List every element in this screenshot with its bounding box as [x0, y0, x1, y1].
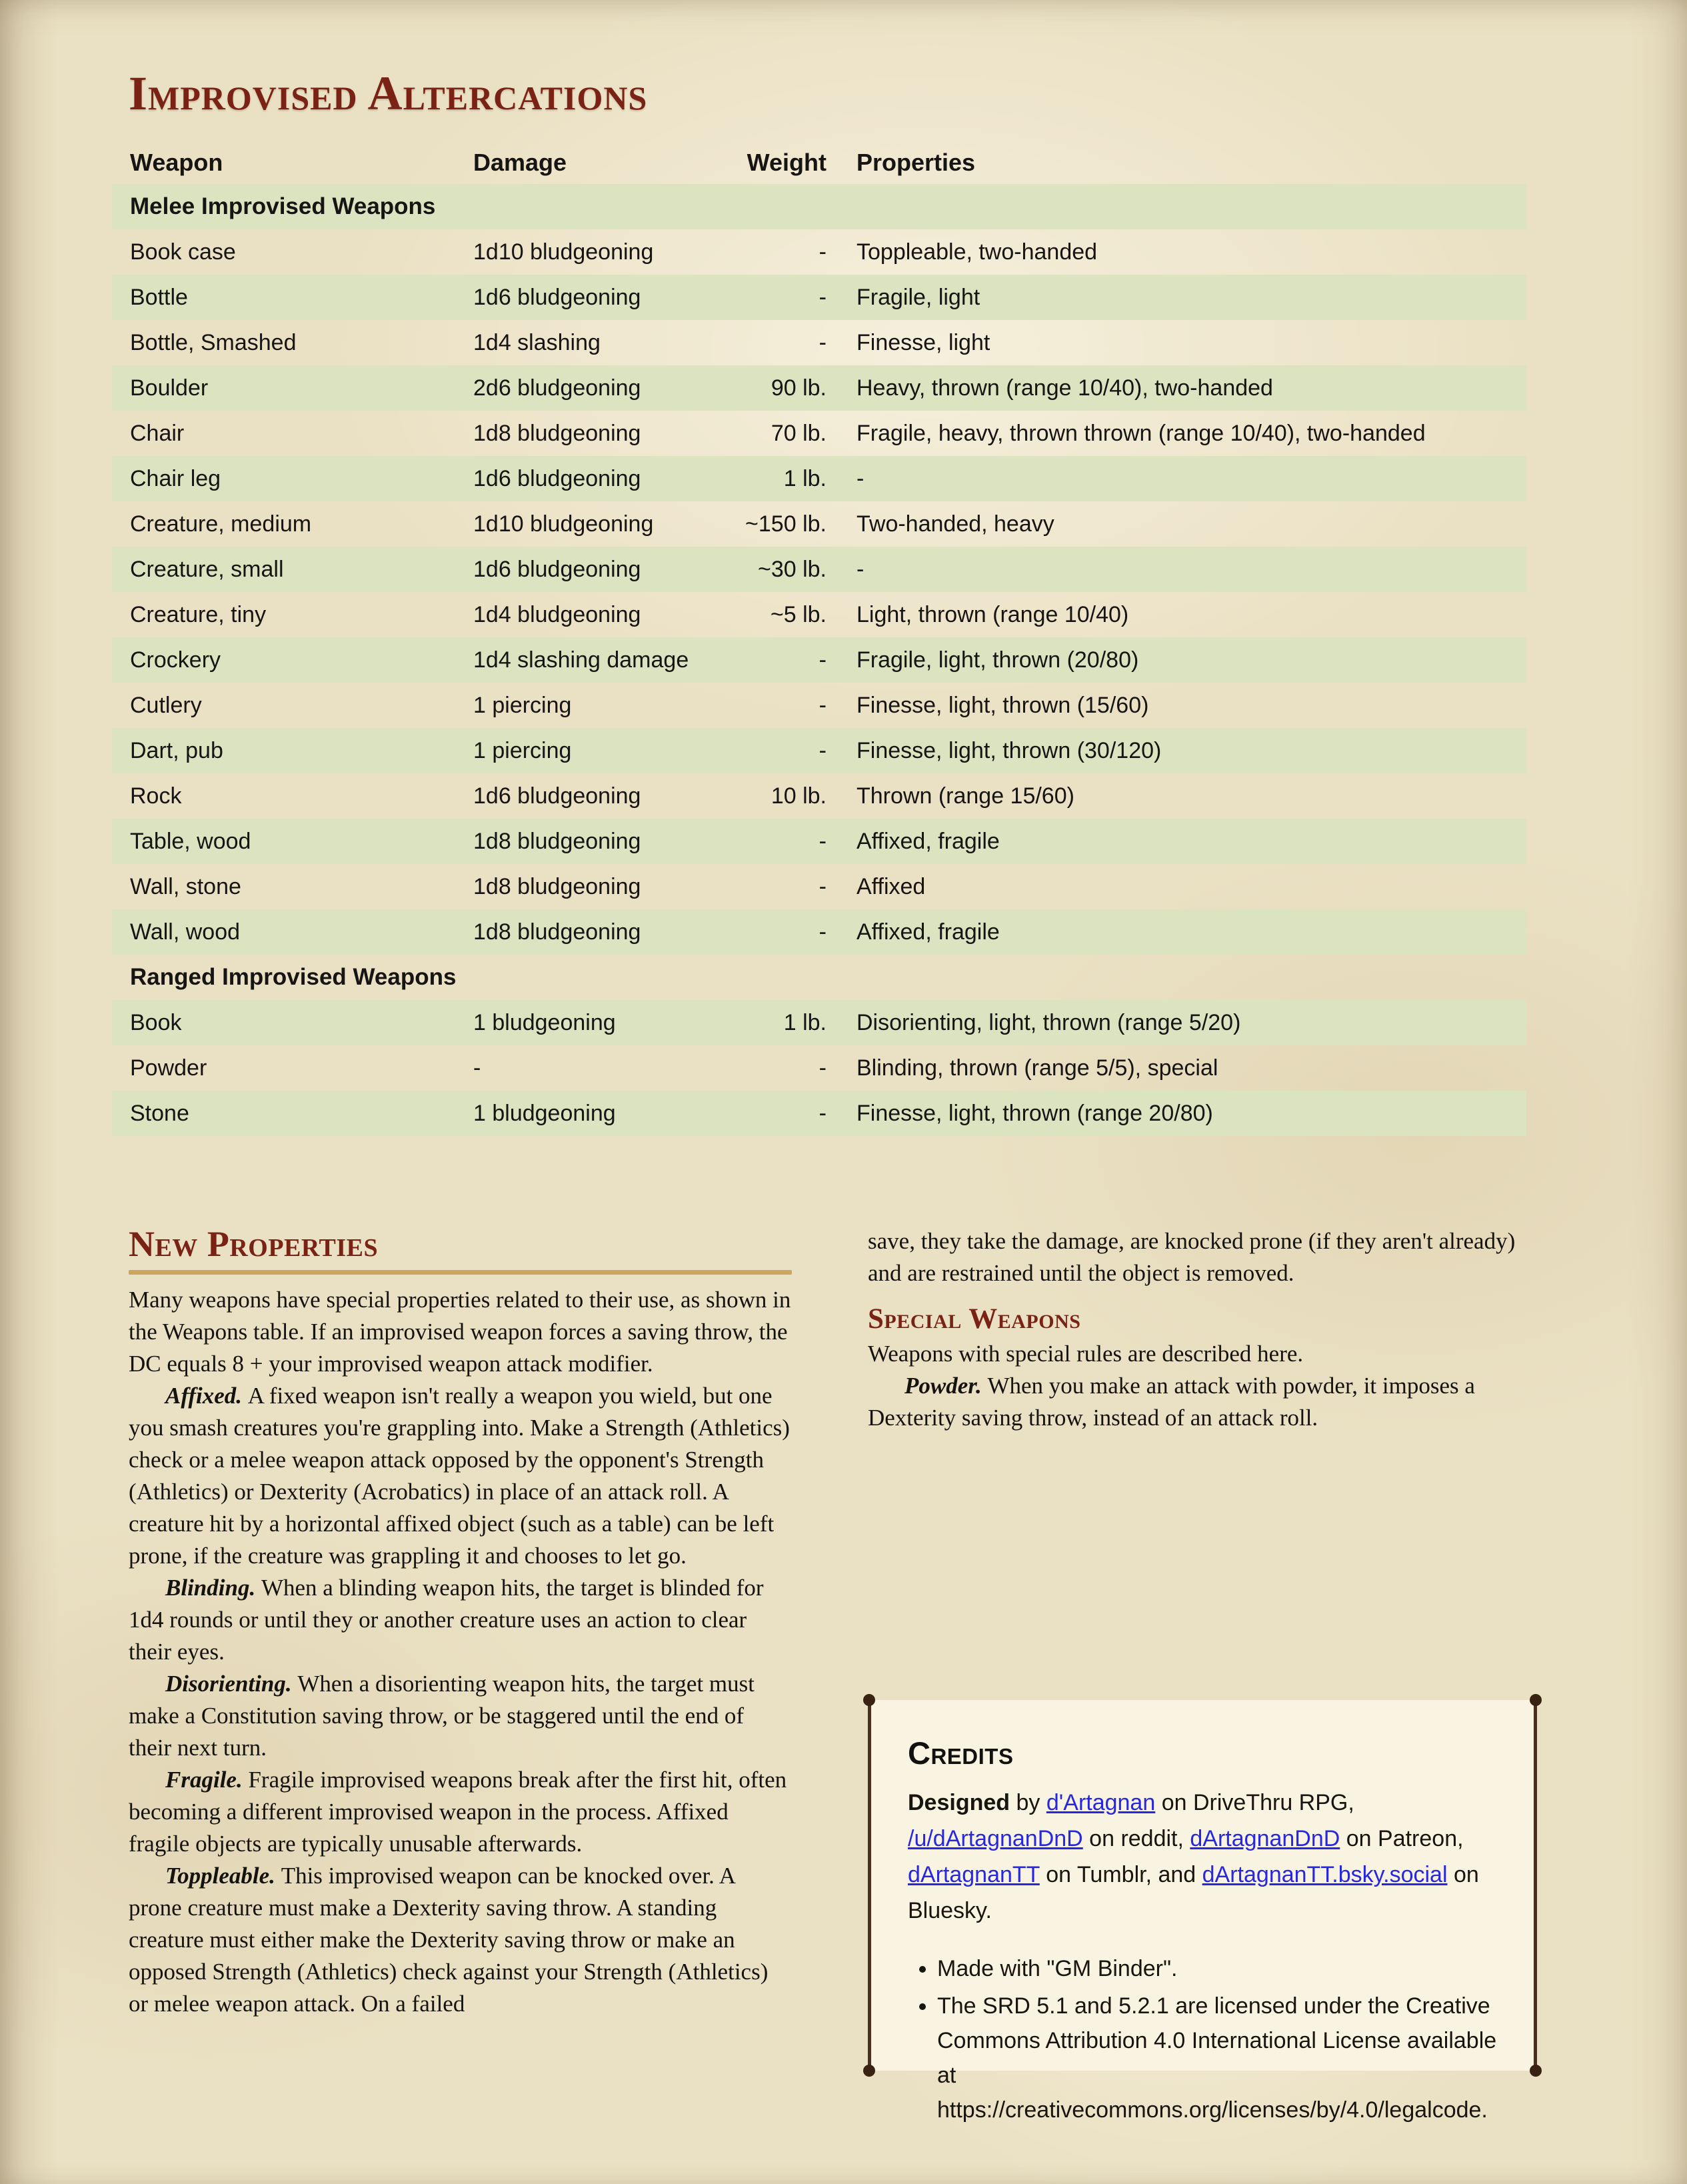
- table-row: [112, 1000, 1526, 1045]
- body-paragraph: Toppleable. This improvised weapon can be knocked over. A prone creature must make a Dexterity saving throw. A standing creature must either make the Dexterity saving throw or make an opposed Strength (Athletics) check against your Strength (Athletics) or melee weapon attack. On a failed: [129, 1862, 769, 2017]
- paragraph-lead: Fragile.: [165, 1766, 249, 1793]
- cell-properties: -: [856, 465, 864, 491]
- cell-weapon: Creature, tiny: [130, 601, 267, 627]
- cell-weight: 1 lb.: [783, 465, 827, 491]
- cell-damage: -: [473, 1055, 481, 1081]
- credits-text: Designed: [908, 1790, 1010, 1815]
- page-title: Improvised Altercations: [129, 67, 648, 120]
- cell-weight: -: [819, 919, 827, 945]
- cell-weapon: Stone: [130, 1100, 189, 1126]
- cell-properties: Affixed: [856, 873, 926, 899]
- table-row: [112, 1045, 1526, 1091]
- credits-designed-line: [908, 1785, 1499, 1929]
- special-weapons-intro: Weapons with special rules are described here.: [868, 1341, 1304, 1367]
- table-body: [112, 184, 1526, 1136]
- cell-weight: -: [819, 284, 827, 310]
- column-header-properties: Properties: [856, 149, 976, 176]
- cell-properties: Finesse, light: [856, 329, 990, 355]
- column-header-damage: Damage: [473, 149, 567, 176]
- weapons-table: [112, 141, 1526, 1136]
- credits-heading: Credits: [908, 1735, 1014, 1771]
- cell-damage: 1d8 bludgeoning: [473, 420, 641, 446]
- table-row: [112, 773, 1526, 819]
- credits-link[interactable]: dArtagnanTT: [908, 1862, 1040, 1887]
- cell-properties: Fragile, light: [856, 284, 980, 310]
- cell-weight: -: [819, 828, 827, 854]
- cell-weapon: Creature, medium: [130, 511, 312, 537]
- cell-properties: Affixed, fragile: [856, 828, 1000, 854]
- table-row: [112, 456, 1526, 501]
- table-row: [112, 683, 1526, 728]
- cell-weight: 70 lb.: [771, 420, 827, 446]
- corner-pin-icon: [1530, 2065, 1542, 2077]
- credits-text: on Patreon,: [1340, 1826, 1464, 1851]
- cell-weight: 10 lb.: [771, 783, 827, 809]
- table-row: [112, 320, 1526, 365]
- new-properties-heading: New Properties: [129, 1224, 379, 1264]
- table-section-row: [112, 955, 1526, 1000]
- table-row: [112, 501, 1526, 547]
- table-row: [112, 365, 1526, 411]
- table-section-label: Ranged Improvised Weapons: [130, 964, 457, 990]
- table-row: [112, 728, 1526, 773]
- cell-weight: 90 lb.: [771, 375, 827, 401]
- cell-weight: ~150 lb.: [745, 511, 827, 537]
- cell-properties: Toppleable, two-handed: [856, 239, 1098, 265]
- toppleable-continuation-paragraph: save, they take the damage, are knocked prone (if they aren't already) and are restrained until the object is removed.: [868, 1228, 1516, 1286]
- cell-weight: ~5 lb.: [770, 601, 827, 627]
- body-paragraph: Fragile. Fragile improvised weapons break after the first hit, often becoming a different improvised weapon in the process. Affixed fragile objects are typically unusable afterwards.: [129, 1766, 787, 1857]
- table-row: [112, 909, 1526, 955]
- special-weapons-paragraphs: [868, 1370, 1534, 1434]
- cell-weapon: Table, wood: [130, 828, 251, 854]
- credits-text: on Tumblr, and: [1039, 1862, 1202, 1887]
- credits-text: by: [1010, 1790, 1046, 1815]
- cell-damage: 1d6 bludgeoning: [473, 783, 641, 809]
- cell-damage: 1 bludgeoning: [473, 1100, 616, 1126]
- column-header-weapon: Weapon: [130, 149, 223, 176]
- paragraph-lead: Disorienting.: [165, 1670, 298, 1697]
- credits-text: on Bluesky.: [908, 1862, 1479, 1923]
- body-paragraph: Disorienting. When a disorienting weapon hits, the target must make a Constitution saving throw, or be staggered until the end of their next turn.: [129, 1670, 755, 1761]
- corner-pin-icon: [1530, 1694, 1542, 1706]
- cell-weapon: Dart, pub: [130, 737, 223, 763]
- table-row: [112, 864, 1526, 909]
- cell-weight: 1 lb.: [783, 1009, 827, 1035]
- cell-properties: Fragile, heavy, thrown thrown (range 10/40), two-handed: [856, 420, 1426, 446]
- cell-damage: 1d8 bludgeoning: [473, 828, 641, 854]
- table-row: [112, 637, 1526, 683]
- credits-bullet: • The SRD 5.1 and 5.2.1 are licensed under the Creative Commons Attribution 4.0 International License available at https://creativecommons.org/licenses/by/4.0/legalcode.: [937, 1989, 1499, 2127]
- cell-weapon: Cutlery: [130, 692, 202, 718]
- cell-weapon: Bottle, Smashed: [130, 329, 297, 355]
- paragraph-lead: Powder.: [904, 1373, 988, 1399]
- cell-damage: 1d4 slashing: [473, 329, 601, 355]
- cell-properties: Light, thrown (range 10/40): [856, 601, 1129, 627]
- cell-properties: Finesse, light, thrown (15/60): [856, 692, 1149, 718]
- table-row: [112, 275, 1526, 320]
- cell-damage: 1d6 bludgeoning: [473, 465, 641, 491]
- cell-weight: -: [819, 737, 827, 763]
- cell-properties: Disorienting, light, thrown (range 5/20): [856, 1009, 1241, 1035]
- gold-divider-rule: [129, 1270, 792, 1275]
- cell-weight: -: [819, 647, 827, 673]
- cell-properties: Thrown (range 15/60): [856, 783, 1074, 809]
- paragraph-lead: Affixed.: [165, 1382, 248, 1409]
- new-properties-section: [129, 1225, 792, 2020]
- paragraph-lead: Blinding.: [165, 1574, 261, 1601]
- cell-damage: 1d6 bludgeoning: [473, 556, 641, 582]
- table-row: [112, 1091, 1526, 1136]
- cell-weight: -: [819, 329, 827, 355]
- cell-properties: Two-handed, heavy: [856, 511, 1054, 537]
- cell-damage: 1d8 bludgeoning: [473, 873, 641, 899]
- cell-weight: -: [819, 239, 827, 265]
- cell-weapon: Crockery: [130, 647, 221, 673]
- cell-weapon: Powder: [130, 1055, 207, 1081]
- cell-properties: Affixed, fragile: [856, 919, 1000, 945]
- table-row: [112, 592, 1526, 637]
- table-section-row: [112, 184, 1526, 229]
- cell-damage: 1d10 bludgeoning: [473, 511, 654, 537]
- cell-weapon: Creature, small: [130, 556, 284, 582]
- credits-link[interactable]: /u/dArtagnanDnD: [908, 1826, 1083, 1851]
- cell-damage: 1d10 bludgeoning: [473, 239, 654, 265]
- cell-properties: Heavy, thrown (range 10/40), two-handed: [856, 375, 1273, 401]
- corner-pin-icon: [863, 1694, 875, 1706]
- table-row: [112, 819, 1526, 864]
- table-header-row: [112, 141, 1526, 184]
- cell-properties: Finesse, light, thrown (30/120): [856, 737, 1162, 763]
- body-paragraph: Affixed. A fixed weapon isn't really a weapon you wield, but one you smash creatures you're grappling into. Make a Strength (Athletics) check or a melee weapon attack opposed by the opponent's Strength (Athletics) or Dexterity (Acrobatics) in place of an attack roll. A creature hit by a horizontal affixed object (such as a table) can be left prone, if the creature was grappling it and chooses to let go.: [129, 1382, 790, 1569]
- new-properties-paragraphs: [129, 1284, 792, 2020]
- credits-text: on reddit,: [1082, 1826, 1190, 1851]
- cell-properties: Fragile, light, thrown (20/80): [856, 647, 1139, 673]
- special-weapons-heading: Special Weapons: [868, 1303, 1081, 1335]
- table-row: [112, 411, 1526, 456]
- cell-properties: Finesse, light, thrown (range 20/80): [856, 1100, 1213, 1126]
- credits-link[interactable]: d'Artagnan: [1046, 1790, 1156, 1815]
- cell-damage: 1 piercing: [473, 692, 572, 718]
- table-row: [112, 229, 1526, 275]
- corner-pin-icon: [863, 2065, 875, 2077]
- column-header-weight: Weight: [747, 149, 827, 176]
- cell-properties: Blinding, thrown (range 5/5), special: [856, 1055, 1218, 1081]
- cell-weight: -: [819, 692, 827, 718]
- cell-damage: 2d6 bludgeoning: [473, 375, 641, 401]
- cell-damage: 1d6 bludgeoning: [473, 284, 641, 310]
- cell-weapon: Book case: [130, 239, 236, 265]
- cell-weapon: Wall, stone: [130, 873, 241, 899]
- cell-weight: ~30 lb.: [757, 556, 827, 582]
- cell-weapon: Chair: [130, 420, 185, 446]
- table-row: [112, 547, 1526, 592]
- cell-damage: 1 bludgeoning: [473, 1009, 616, 1035]
- body-paragraph: Many weapons have special properties related to their use, as shown in the Weapons table. If an improvised weapon forces a saving throw, the DC equals 8 + your improvised weapon attack modifier.: [129, 1286, 791, 1377]
- cell-weapon: Boulder: [130, 375, 209, 401]
- cell-damage: 1 piercing: [473, 737, 572, 763]
- credits-bullet: • Made with "GM Binder".: [937, 1951, 1499, 1986]
- cell-weight: -: [819, 1100, 827, 1126]
- right-column: [868, 1225, 1534, 1434]
- cell-damage: 1d8 bludgeoning: [473, 919, 641, 945]
- body-paragraph: Blinding. When a blinding weapon hits, the target is blinded for 1d4 rounds or until they or another creature uses an action to clear their eyes.: [129, 1574, 764, 1665]
- cell-weapon: Rock: [130, 783, 182, 809]
- credits-link[interactable]: dArtagnanDnD: [1190, 1826, 1340, 1851]
- cell-weight: -: [819, 1055, 827, 1081]
- table-section-label: Melee Improvised Weapons: [130, 193, 436, 219]
- cell-weapon: Book: [130, 1009, 182, 1035]
- cell-weapon: Wall, wood: [130, 919, 241, 945]
- cell-weapon: Bottle: [130, 284, 188, 310]
- credits-link[interactable]: dArtagnanTT.bsky.social: [1202, 1862, 1448, 1887]
- credits-bullet-list: [908, 1951, 1499, 2127]
- credits-text: on DriveThru RPG,: [1155, 1790, 1354, 1815]
- cell-weight: -: [819, 873, 827, 899]
- paragraph-lead: Toppleable.: [165, 1862, 281, 1889]
- credits-box: [868, 1700, 1537, 2123]
- cell-damage: 1d4 bludgeoning: [473, 601, 641, 627]
- cell-properties: -: [856, 556, 864, 582]
- cell-damage: 1d4 slashing damage: [473, 647, 689, 673]
- body-paragraph: Powder. When you make an attack with powder, it imposes a Dexterity saving throw, instead of an attack roll.: [868, 1373, 1475, 1431]
- cell-weapon: Chair leg: [130, 465, 221, 491]
